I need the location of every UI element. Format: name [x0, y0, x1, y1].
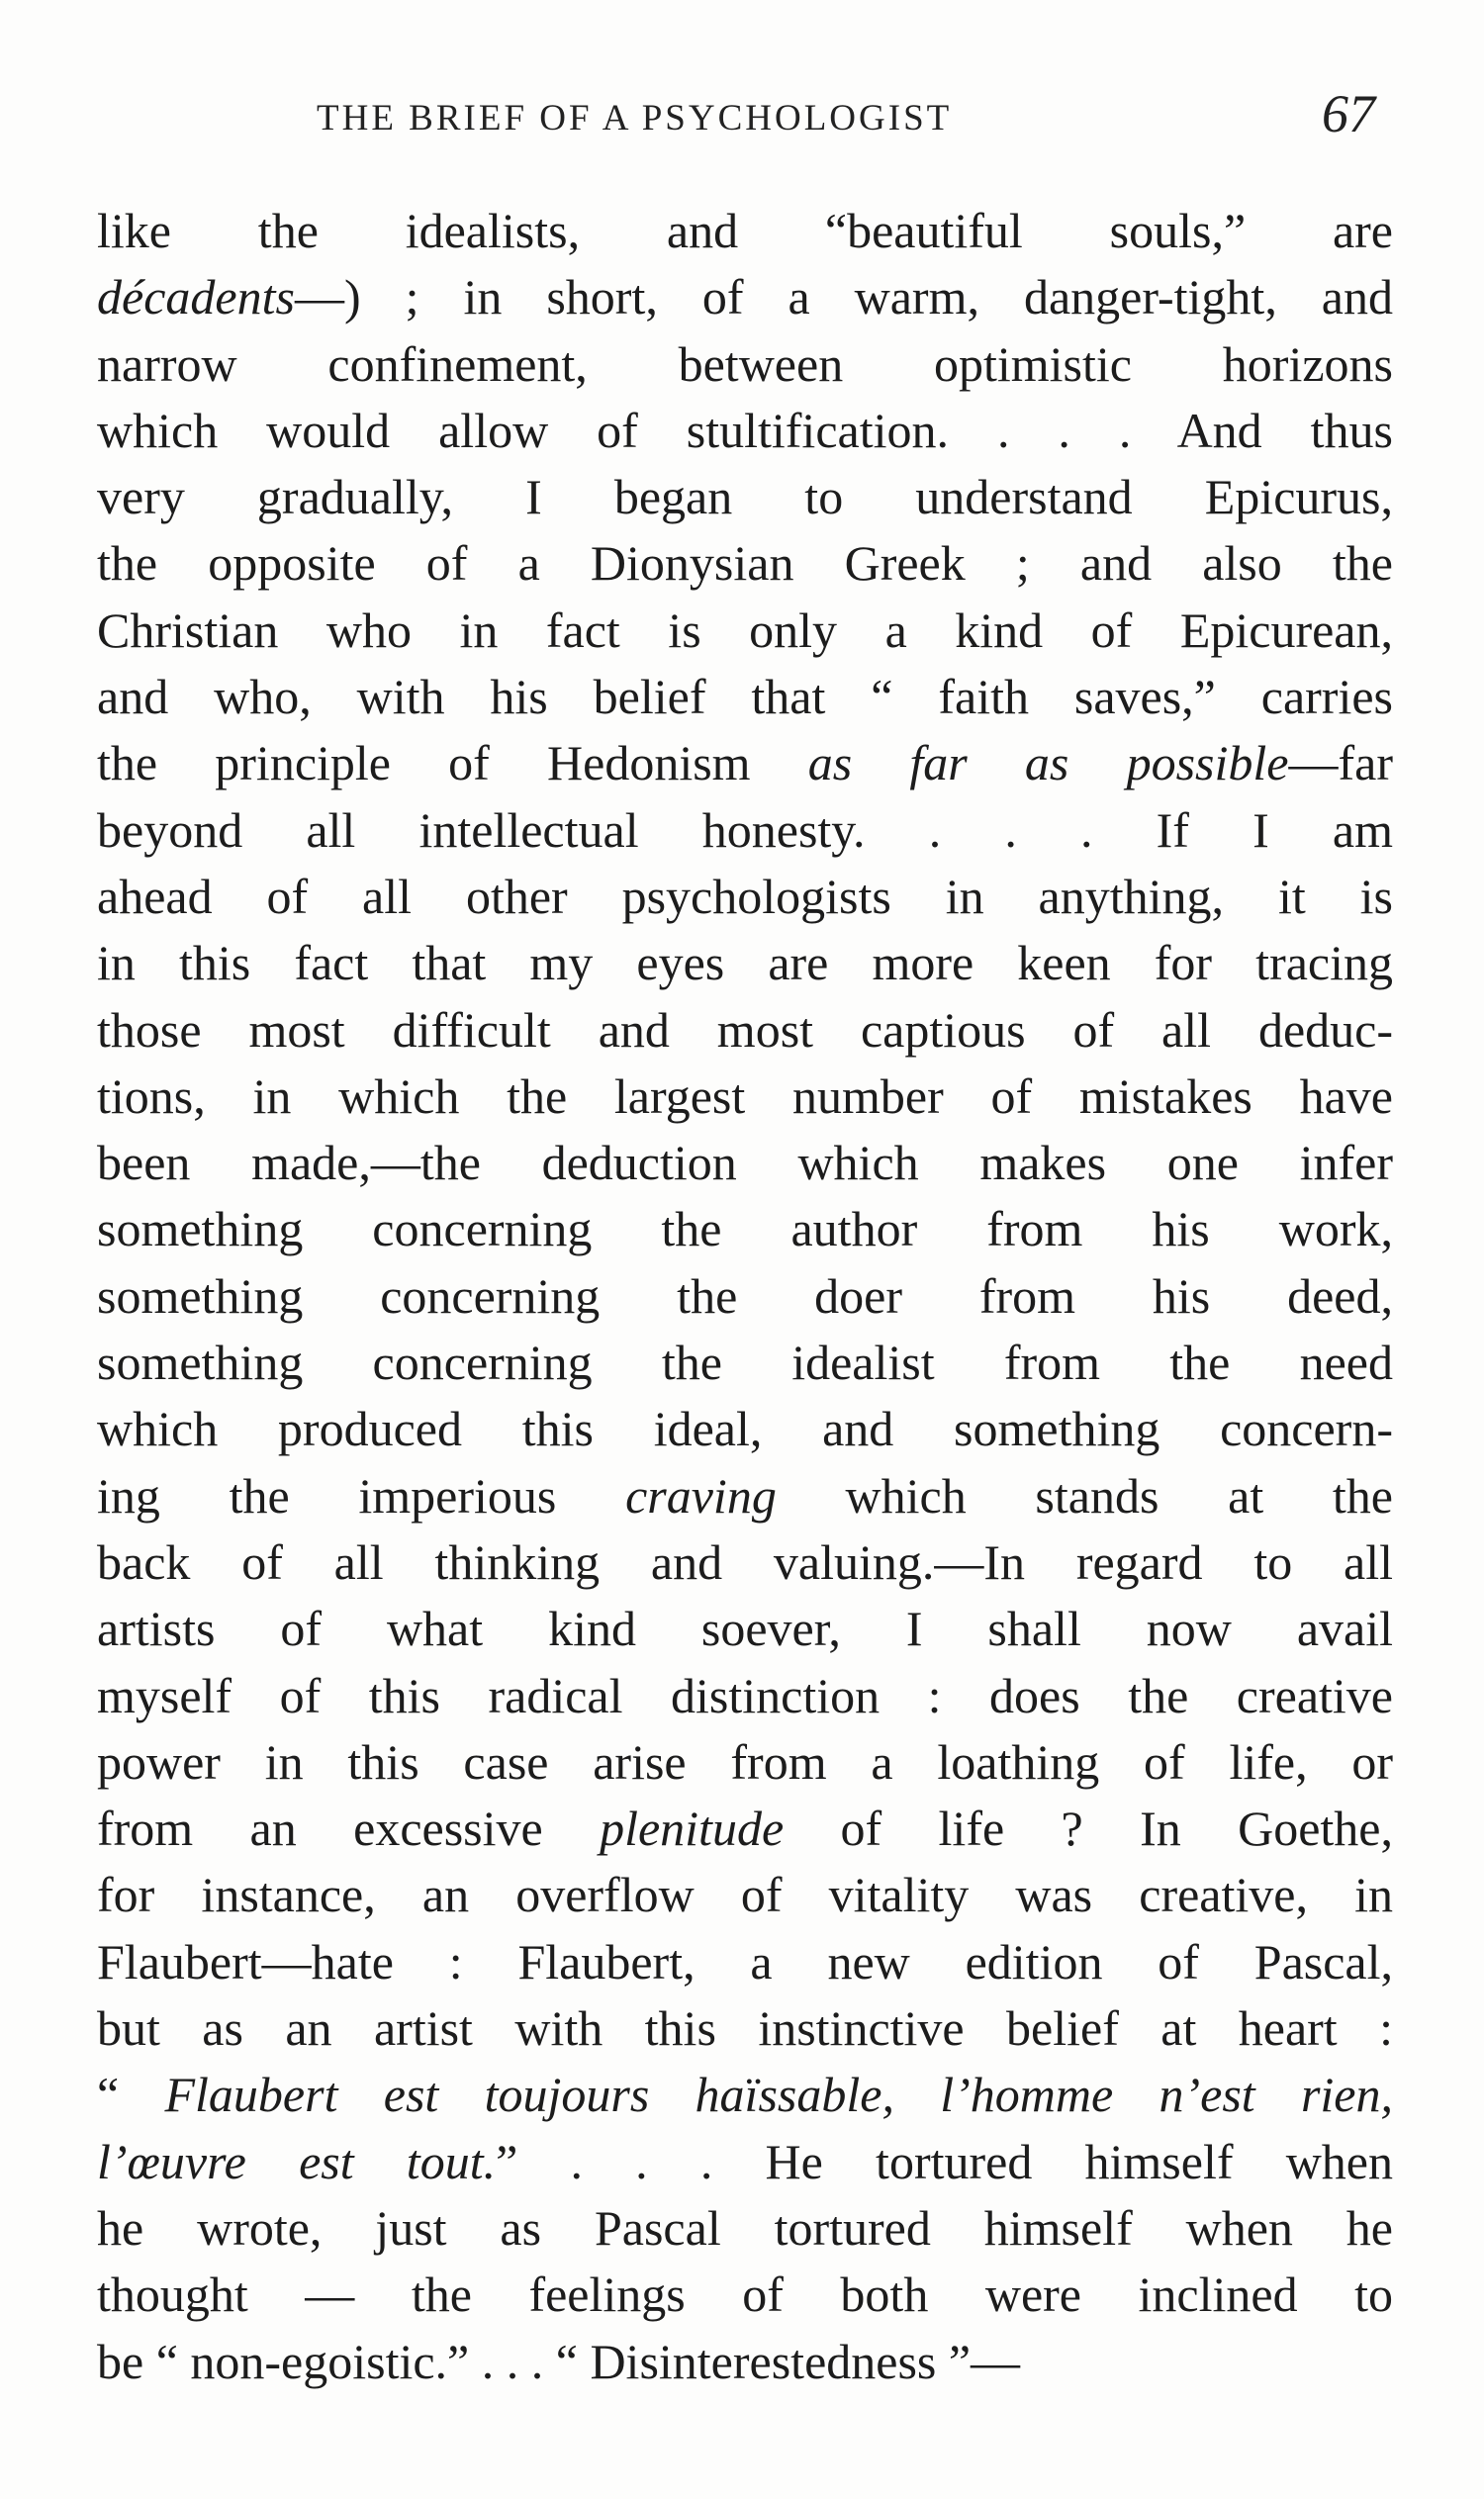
italic-segment: décadents: [97, 269, 295, 325]
text-segment: which stands at the: [776, 1467, 1393, 1524]
text-line: [97, 2262, 1393, 2328]
text-segment: for instance, an overflow of vitality was creative, in: [97, 1867, 1393, 1923]
text-segment: the opposite of a Dionysian Greek ; and also the: [97, 535, 1393, 592]
text-segment: thought — the feelings of both were inclined to: [97, 2267, 1393, 2323]
text-line: [97, 598, 1393, 664]
text-segment: but as an artist with this instinctive belief at heart :: [97, 2000, 1393, 2057]
text-segment: “: [97, 2067, 165, 2123]
text-segment: very gradually, I began to understand Epicurus,: [97, 469, 1393, 525]
text-segment: back of all thinking and valuing.—In regard to all: [97, 1533, 1393, 1590]
text-line: [97, 930, 1393, 996]
text-line: [97, 2195, 1393, 2262]
text-segment: ahead of all other psychologists in anything, it is: [97, 868, 1393, 924]
text-line: [97, 1196, 1393, 1262]
text-line: [97, 997, 1393, 1064]
text-line: [97, 1529, 1393, 1596]
text-segment: which would allow of stultification. . . . And thus: [97, 402, 1393, 458]
page-number: 67: [1322, 84, 1375, 143]
text-line: [97, 1796, 1393, 1862]
text-line: [97, 797, 1393, 864]
text-line: [97, 2329, 1393, 2395]
italic-segment: as far as possible: [807, 735, 1289, 791]
text-line: [97, 1263, 1393, 1330]
text-line: [97, 1995, 1393, 2062]
text-segment: he wrote, just as Pascal tortured himself when he: [97, 2199, 1393, 2256]
text-segment: the principle of Hedonism: [97, 735, 808, 791]
text-segment: from an excessive: [97, 1801, 601, 1857]
running-head: THE BRIEF OF A PSYCHOLOGIST: [317, 98, 953, 139]
text-segment: be “ non-egoistic.” . . . “ Disinterestedness ”—: [97, 2333, 1021, 2389]
text-line: [97, 530, 1393, 597]
text-segment: artists of what kind soever, I shall now avail: [97, 1601, 1393, 1657]
text-segment: Flaubert—hate : Flaubert, a new edition of Pascal,: [97, 1933, 1393, 1990]
text-line: [97, 198, 1393, 264]
text-segment: tions, in which the largest number of mistakes have: [97, 1067, 1393, 1124]
text-segment: narrow confinement, between optimistic horizons: [97, 335, 1393, 392]
text-segment: something concerning the author from his work,: [97, 1201, 1393, 1257]
text-segment: power in this case arise from a loathing of life, or: [97, 1733, 1393, 1790]
text-line: [97, 730, 1393, 796]
italic-segment: Flaubert est toujours haïssable, l’homme n’est rien,: [164, 2067, 1393, 2123]
text-segment: ing the imperious: [97, 1467, 626, 1524]
text-line: [97, 2129, 1393, 2195]
text-line: [97, 1130, 1393, 1196]
text-segment: of life ? In Goethe,: [784, 1801, 1393, 1857]
text-line: [97, 2062, 1393, 2128]
text-segment: —) ; in short, of a warm, danger-tight, and: [294, 269, 1393, 325]
text-segment: like the idealists, and “beautiful souls,” are: [97, 203, 1393, 258]
italic-segment: craving: [625, 1467, 777, 1524]
text-line: [97, 664, 1393, 730]
text-segment: ” . . . He tortured himself when: [496, 2133, 1393, 2189]
text-segment: beyond all intellectual honesty. . . . If I am: [97, 801, 1393, 858]
italic-segment: plenitude: [600, 1801, 785, 1857]
text-line: [97, 331, 1393, 398]
text-segment: —far: [1288, 735, 1393, 791]
text-line: [97, 1729, 1393, 1796]
text-line: [97, 464, 1393, 530]
text-segment: myself of this radical distinction : does the creative: [97, 1667, 1393, 1723]
text-line: [97, 264, 1393, 330]
text-segment: those most difficult and most captious of all deduc-: [97, 1001, 1393, 1058]
body-text: [97, 198, 1393, 2395]
text-line: [97, 1064, 1393, 1130]
text-line: [97, 1396, 1393, 1462]
text-segment: something concerning the idealist from the need: [97, 1335, 1393, 1391]
text-segment: something concerning the doer from his deed,: [97, 1267, 1393, 1324]
text-line: [97, 1463, 1393, 1529]
text-line: [97, 864, 1393, 930]
text-segment: and who, with his belief that “ faith saves,” carries: [97, 669, 1393, 725]
text-line: [97, 1330, 1393, 1396]
text-line: [97, 1663, 1393, 1729]
text-line: [97, 1596, 1393, 1662]
text-segment: in this fact that my eyes are more keen for tracing: [97, 935, 1393, 991]
text-line: [97, 1862, 1393, 1928]
text-segment: Christian who in fact is only a kind of Epicurean,: [97, 602, 1393, 658]
text-segment: been made,—the deduction which makes one infer: [97, 1135, 1393, 1191]
italic-segment: l’œuvre est tout.: [97, 2133, 497, 2189]
text-line: [97, 398, 1393, 464]
text-line: [97, 1929, 1393, 1995]
text-segment: which produced this ideal, and something concern-: [97, 1401, 1393, 1457]
